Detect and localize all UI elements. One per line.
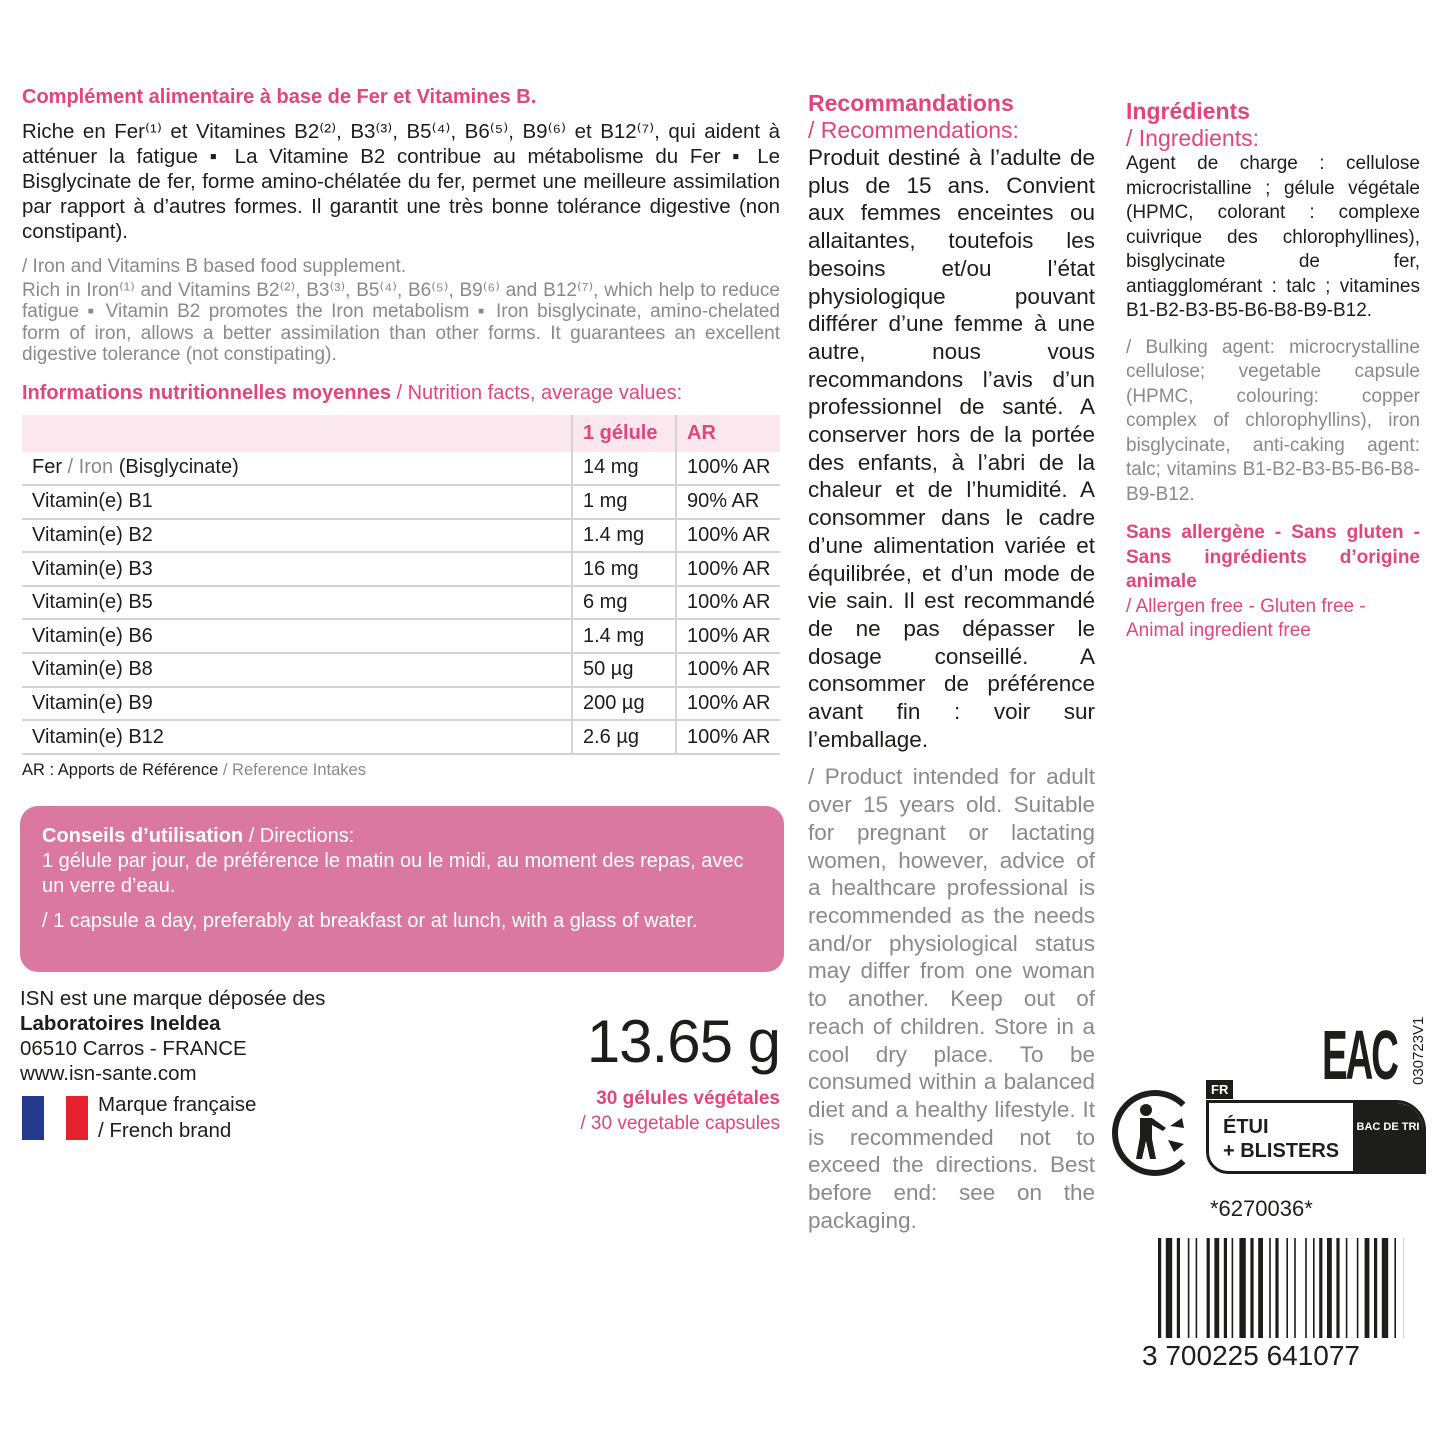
barcode-bar (1196, 1238, 1198, 1338)
barcode-bar (1239, 1238, 1245, 1338)
nutrient-ar: 100% AR (676, 519, 780, 553)
company-line: ISN est une marque déposée des (20, 986, 326, 1010)
nutrient-ar: 100% AR (676, 653, 780, 687)
description-column (20, 86, 782, 1144)
nutrient-name: Vitamin(e) B6 (22, 619, 572, 653)
nutrient-amount: 14 mg (572, 452, 676, 486)
brand-row (20, 1092, 325, 1144)
company-block (20, 986, 325, 1144)
header-ar: AR (676, 415, 780, 452)
version-code: 030723V1 (1410, 1016, 1427, 1085)
barcode-bar (1327, 1238, 1332, 1338)
barcode-bar (1346, 1238, 1348, 1338)
barcode-bar (1188, 1238, 1190, 1338)
nutrient-name: Vitamin(e) B3 (22, 552, 572, 586)
allergen-fr: Sans allergène - Sans gluten - Sans ingrédients d’origine animale (1126, 522, 1420, 592)
nutrition-table (22, 415, 780, 755)
table-row (22, 485, 780, 519)
barcode-bar (1269, 1238, 1271, 1338)
nutrition-title-en: / Nutrition facts, average values: (390, 381, 683, 404)
nutrient-name-en: / Iron (62, 456, 114, 479)
capsules-en: / 30 vegetable capsules (580, 1112, 780, 1134)
nutrient-amount: 16 mg (572, 552, 676, 586)
nutrient-ar: 100% AR (676, 720, 780, 754)
nutrient-name: Vitamin(e) B5 (22, 586, 572, 620)
company-website[interactable]: www.isn-sante.com (20, 1061, 197, 1085)
product-reference: *6270036* (1210, 1196, 1313, 1221)
barcode-bar (1394, 1238, 1396, 1338)
nutrient-amount: 6 mg (572, 586, 676, 620)
barcode-bar (1232, 1238, 1234, 1338)
nutrient-amount: 1.4 mg (572, 619, 676, 653)
barcode-bar (1319, 1238, 1322, 1338)
barcode-bar (1382, 1238, 1388, 1338)
footer-row (20, 986, 782, 1144)
ean-number: 3 700225 641077 (1142, 1340, 1360, 1371)
directions-box (20, 806, 784, 972)
sorting-info (1206, 1100, 1426, 1174)
nutrient-amount: 2.6 µg (572, 720, 676, 754)
fr-tag: FR (1206, 1080, 1233, 1099)
table-row (22, 653, 780, 687)
nutrient-name: Vitamin(e) B8 (22, 653, 572, 687)
directions-en: / 1 capsule a day, preferably at breakfast or at lunch, with a glass of water. (42, 909, 698, 932)
nutrient-ar: 100% AR (676, 586, 780, 620)
description-en-title: / Iron and Vitamins B based food supplement. (22, 256, 407, 277)
ingredients-fr: Agent de charge : cellulose microcristalline ; gélule végétale (HPMC, colorant : complexe cuivrique des chlorophyllines), bisglycinate de fer, antiagglomérant : talc ; vitamines B1-B2-B3-B5-B6-B8-B9-B12. (1126, 153, 1420, 321)
ingredients-en: / Bulking agent: microcrystalline cellulose; vegetable capsule (HPMC, colouring: copper complex of chlorophyllins), iron bisglycinate, anti-caking agent: talc; vitamins B1-B2-B3-B5-B6-B8-B9-B12. (1126, 336, 1420, 505)
recommendations-column (808, 90, 1095, 1234)
nutrient-ar: 100% AR (676, 687, 780, 721)
brand-en: / French brand (98, 1118, 232, 1142)
barcode-bar (1214, 1238, 1219, 1338)
company-name: Laboratoires Ineldea (20, 1011, 221, 1035)
barcode-bar (1294, 1238, 1296, 1338)
ingredients-subtitle: / Ingredients: (1126, 125, 1259, 151)
sort-line1: ÉTUI (1223, 1116, 1269, 1138)
nutrient-ar: 100% AR (676, 619, 780, 653)
nutrient-amount: 50 µg (572, 653, 676, 687)
header-name (22, 415, 572, 452)
directions-title-fr: Conseils d’utilisation (42, 824, 244, 847)
capsules-fr: 30 gélules végétales (596, 1087, 780, 1109)
french-brand (98, 1092, 256, 1144)
company-address (20, 986, 325, 1086)
french-flag-icon (22, 1096, 88, 1140)
description-en: Rich in Iron⁽¹⁾ and Vitamins B2⁽²⁾, B3⁽³⁾, B5⁽⁴⁾, B6⁽⁵⁾, B9⁽⁶⁾ and B12⁽⁷⁾, which help to reduce fatigue ▪ Vitamin B2 promotes the Iron metabolism ▪ Iron bisglycinate, amino-chelated form of iron, allows a better assimilation than other forms. It guarantees an excellent digestive tolerance (not constipating). (22, 279, 780, 365)
barcode-bar (1166, 1238, 1172, 1338)
nutrient-name: Vitamin(e) B2 (22, 519, 572, 553)
recommendations-title: Recommandations (808, 90, 1014, 116)
nutrition-title-fr: Informations nutritionnelles moyennes (22, 381, 391, 404)
net-weight: 13.65 g (586, 1007, 780, 1075)
barcode-icon (1158, 1238, 1404, 1338)
nutrient-ar: 100% AR (676, 452, 780, 486)
ingredients-title: Ingrédients (1126, 98, 1250, 124)
barcode-bar (1305, 1238, 1307, 1338)
barcode-bar (1207, 1238, 1210, 1338)
product-title: Complément alimentaire à base de Fer et Vitamines B. (22, 86, 537, 108)
nutrient-name-fr: Fer (32, 456, 62, 479)
nutrient-name: Vitamin(e) B9 (22, 687, 572, 721)
recommendations-subtitle: / Recommendations: (808, 117, 1019, 143)
barcode-bar (1158, 1238, 1161, 1338)
barcode-bar (1177, 1238, 1180, 1338)
allergen-en: / Allergen free - Gluten free - Animal ingredient free (1126, 595, 1366, 641)
nutrient-amount: 200 µg (572, 687, 676, 721)
barcode-bar (1313, 1238, 1315, 1338)
nutrient-amount: 1.4 mg (572, 519, 676, 553)
barcode-bar (1374, 1238, 1377, 1338)
nutrition-title (22, 382, 780, 405)
barcode-bar (1224, 1238, 1227, 1338)
note-fr: AR : Apports de Référence (22, 760, 219, 779)
table-row (22, 619, 780, 653)
barcode-bar (1336, 1238, 1339, 1338)
note-en: / Reference Intakes (218, 760, 366, 779)
barcode-bar (1258, 1238, 1263, 1338)
recycling-bin-icon: BAC DE TRI (1353, 1103, 1423, 1174)
nutrient-name (22, 452, 572, 486)
table-row (22, 586, 780, 620)
table-row (22, 452, 780, 486)
barcode-bar (1365, 1238, 1370, 1338)
nutrient-amount: 1 mg (572, 485, 676, 519)
nutrient-name: Vitamin(e) B12 (22, 720, 572, 754)
nutrient-ar: 90% AR (676, 485, 780, 519)
directions-title (42, 824, 762, 849)
header-amount: 1 gélule (572, 415, 676, 452)
barcode-bar (1250, 1238, 1253, 1338)
recommendations-en: / Product intended for adult over 15 years old. Suitable for pregnant or lactating women, however, advice of a healthcare professional is recommended as the needs and/or physiological status may differ from one woman to another. Keep out of reach of children. Store in a cool dry place. To be consumed within a balanced diet and a healthy lifestyle. It is recommended not to exceed the directions. Best before end: see on the packaging. (808, 764, 1095, 1233)
directions-title-en: / Directions: (243, 824, 355, 847)
barcode-bar (1357, 1238, 1359, 1338)
company-city: 06510 Carros - FRANCE (20, 1036, 247, 1060)
nutrient-form: (Bisglycinate) (113, 456, 239, 479)
barcode-bar (1286, 1238, 1288, 1338)
recommendations-fr: Produit destiné à l’adulte de plus de 15 ans. Convient aux femmes enceintes ou allaitantes, toutefois les besoins et/ou l’état physiologique pouvant différer d’une femme à une autre, nous vous recommandons l’avis d’un professionnel de santé. A conserver hors de la portée des enfants, à l’abri de la chaleur et de l’humidité. A consommer dans le cadre d’une alimentation variée et équilibrée, et d’un mode de vie sain. Il est recommandé de ne pas dépasser le dosage conseillé. A consommer de préférence avant fin : voir sur l’emballage. (808, 145, 1095, 752)
eac-mark: EAC (1322, 1016, 1397, 1094)
capsule-count (580, 1086, 780, 1136)
barcode-bar (1275, 1238, 1278, 1338)
table-row (22, 720, 780, 754)
weight-block (580, 986, 782, 1144)
nutrient-ar: 100% AR (676, 552, 780, 586)
nutrient-name: Vitamin(e) B1 (22, 485, 572, 519)
triman-recycling-icon (1112, 1090, 1198, 1176)
table-row (22, 687, 780, 721)
sort-line2: + BLISTERS (1223, 1140, 1340, 1162)
brand-fr: Marque française (98, 1092, 257, 1116)
description-fr: Riche en Fer⁽¹⁾ et Vitamines B2⁽²⁾, B3⁽³⁾, B5⁽⁴⁾, B6⁽⁵⁾, B9⁽⁶⁾ et B12⁽⁷⁾, qui aident à atténuer la fatigue ▪ La Vitamine B2 contribue au métabolisme du Fer ▪ Le Bisglycinate de fer, forme amino-chélatée du fer, permet une meilleure assimilation par rapport à d’autres formes. Il garantit une très bonne tolérance digestive (non constipant). (22, 120, 780, 243)
table-row (22, 552, 780, 586)
table-header (22, 415, 780, 452)
table-row (22, 519, 780, 553)
reference-note (22, 761, 780, 780)
directions-fr: 1 gélule par jour, de préférence le matin ou le midi, au moment des repas, avec un verre d’eau. (42, 849, 744, 897)
ingredients-column (1126, 98, 1420, 644)
